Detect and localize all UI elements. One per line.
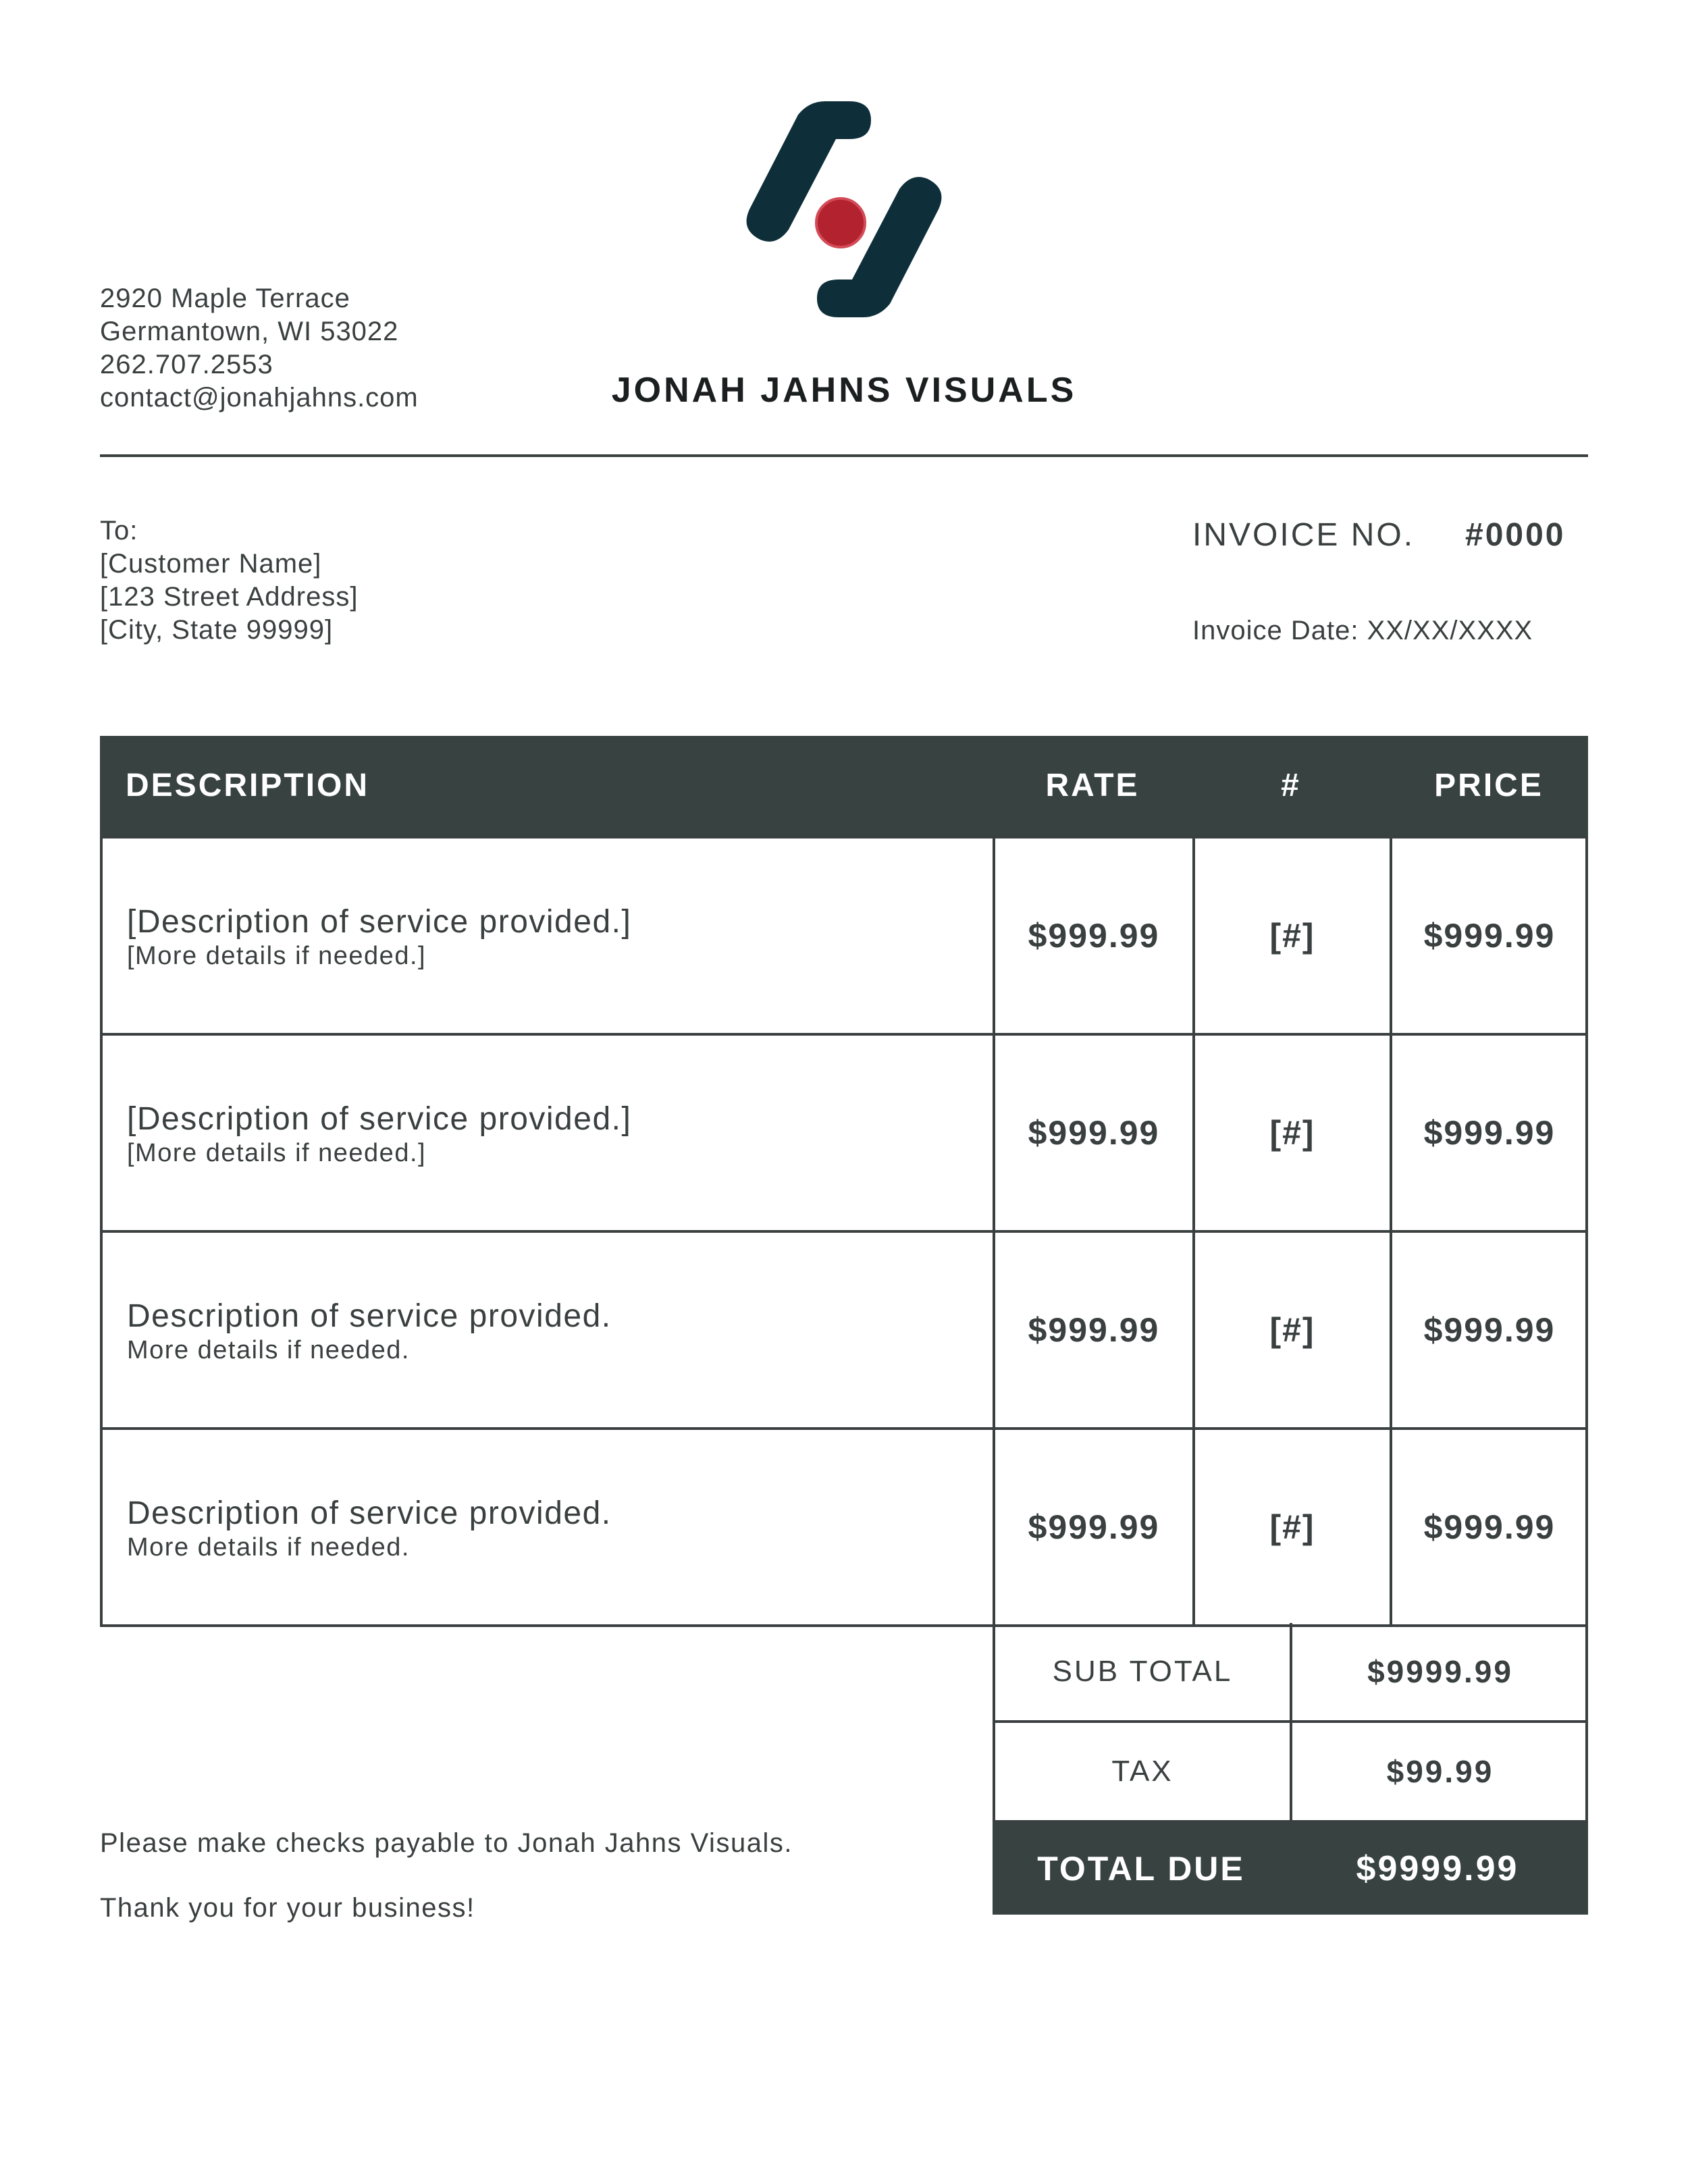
tax-value: $99.99 [1386, 1754, 1494, 1789]
tax-row [993, 1723, 1588, 1823]
invoice-date: Invoice Date: XX/XX/XXXX [1192, 616, 1533, 645]
address-line: Germantown, WI 53022 [100, 317, 399, 346]
thank-you-note: Thank you for your business! [100, 1893, 475, 1923]
row-qty: [#] [1269, 1508, 1315, 1546]
total-due-row [993, 1823, 1588, 1915]
invoice-number: #0000 [1465, 517, 1566, 553]
header-price: PRICE [1434, 768, 1544, 803]
table-row [100, 1233, 1588, 1430]
line-items-table [100, 736, 1588, 1627]
email-address[interactable]: contact@jonahjahns.com [100, 383, 419, 412]
service-details: More details if needed. [127, 1336, 410, 1364]
row-qty: [#] [1269, 1311, 1315, 1349]
row-rate: $999.99 [1028, 1311, 1160, 1349]
row-rate: $999.99 [1028, 917, 1160, 955]
table-header [100, 736, 1588, 836]
row-price: $999.99 [1423, 1508, 1556, 1546]
total-due-label: TOTAL DUE [1037, 1850, 1245, 1888]
row-rate: $999.99 [1028, 1508, 1160, 1546]
total-due-value: $9999.99 [1356, 1849, 1519, 1888]
row-description [127, 1100, 631, 1168]
row-qty: [#] [1269, 1114, 1315, 1152]
service-details: More details if needed. [127, 1533, 410, 1562]
service-details: [More details if needed.] [127, 942, 427, 970]
customer-name: [Customer Name] [100, 549, 322, 579]
row-qty: [#] [1269, 917, 1315, 955]
totals-box [993, 1623, 1588, 1915]
invoice-number-label: INVOICE NO. [1192, 517, 1415, 553]
service-description: Description of service provided. [127, 1495, 612, 1531]
row-description [127, 1495, 612, 1562]
address-line: 2920 Maple Terrace [100, 284, 350, 313]
payment-note: Please make checks payable to Jonah Jahns Visuals. [100, 1828, 793, 1858]
customer-city: [City, State 99999] [100, 615, 334, 645]
row-description [127, 1298, 612, 1365]
service-description: [Description of service provided.] [127, 1101, 632, 1137]
service-description: [Description of service provided.] [127, 904, 632, 940]
subtotal-value: $9999.99 [1367, 1654, 1513, 1689]
bill-to-block [100, 514, 358, 647]
header-rate: RATE [1045, 768, 1140, 803]
row-description [127, 903, 631, 971]
header-description: DESCRIPTION [126, 768, 370, 803]
phone-number: 262.707.2553 [100, 350, 273, 379]
table-row [100, 1430, 1588, 1627]
row-price: $999.99 [1423, 1114, 1556, 1152]
jj-monogram-logo [736, 95, 952, 351]
header-divider [100, 454, 1588, 457]
table-row [100, 836, 1588, 1036]
company-name: JONAH JAHNS VISUALS [611, 371, 1077, 410]
logo-red-dot [816, 198, 865, 247]
subtotal-row [993, 1623, 1588, 1723]
subtotal-label: SUB TOTAL [1052, 1655, 1233, 1688]
company-address [100, 282, 419, 415]
table-row [100, 1036, 1588, 1233]
row-price: $999.99 [1423, 1311, 1556, 1349]
tax-label: TAX [1111, 1755, 1173, 1788]
row-price: $999.99 [1423, 917, 1556, 955]
row-rate: $999.99 [1028, 1114, 1160, 1152]
service-details: [More details if needed.] [127, 1139, 427, 1167]
bill-to-label: To: [100, 516, 138, 545]
header-qty: # [1281, 768, 1301, 803]
service-description: Description of service provided. [127, 1298, 612, 1334]
customer-street: [123 Street Address] [100, 582, 359, 612]
